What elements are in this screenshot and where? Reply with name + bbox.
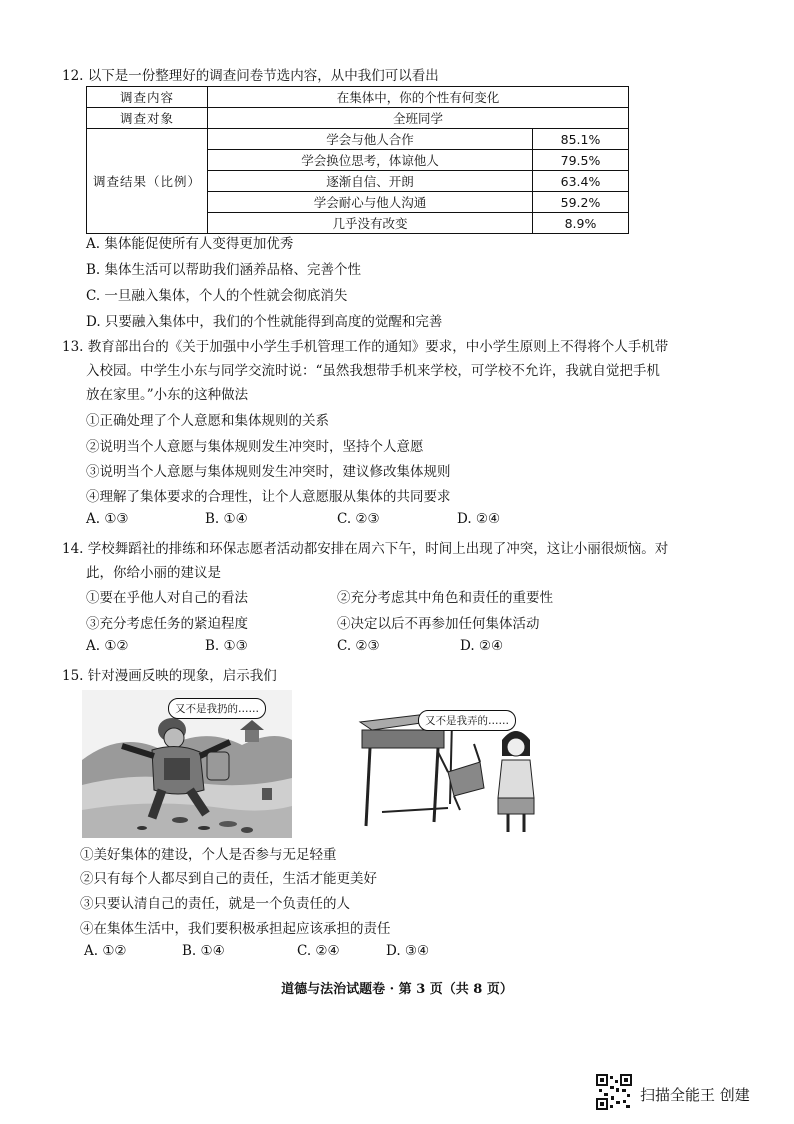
q14-option-b: B. ①③ (205, 638, 248, 654)
q14-statement: ①要在乎他人对自己的看法 (86, 590, 248, 606)
watermark-text: 扫描全能王 创建 (640, 1086, 750, 1104)
q12-option-b: B. 集体生活可以帮助我们涵养品格、完善个性 (86, 262, 362, 278)
result-pct: 85.1% (533, 129, 629, 150)
q13-option-a: A. ①③ (86, 511, 129, 527)
q15-option-a: A. ①② (84, 943, 127, 959)
q14-statement: ③充分考虑任务的紧迫程度 (86, 616, 248, 632)
q14-statement: ④决定以后不再参加任何集体活动 (337, 616, 540, 632)
q15-option-b: B. ①④ (182, 943, 225, 959)
table-value-subject: 全班同学 (208, 108, 629, 129)
cartoon-broken-chair (352, 692, 544, 838)
q14-statement: ②充分考虑其中角色和责任的重要性 (337, 590, 553, 606)
result-item: 学会耐心与他人沟通 (208, 192, 533, 213)
q12-option-c: C. 一旦融入集体，个人的个性就会彻底消失 (86, 288, 348, 304)
q12-option-d: D. 只要融入集体中，我们的个性就能得到高度的觉醒和完善 (86, 314, 443, 330)
result-pct: 79.5% (533, 150, 629, 171)
table-value-topic: 在集体中，你的个性有何变化 (208, 87, 629, 108)
q15-statement: ②只有每个人都尽到自己的责任，生活才能更美好 (80, 871, 377, 887)
q13-option-b: B. ①④ (205, 511, 248, 527)
q14-option-c: C. ②③ (337, 638, 380, 654)
table-label-results: 调查结果（比例） (87, 129, 208, 234)
q13-stem-line: 13. 教育部出台的《关于加强中小学生手机管理工作的通知》要求，中小学生原则上不得将个人手机带 (62, 339, 669, 355)
result-item: 几乎没有改变 (208, 213, 533, 234)
result-pct: 59.2% (533, 192, 629, 213)
q15-stem: 15. 针对漫画反映的现象，启示我们 (62, 668, 277, 684)
q15-statement: ④在集体生活中，我们要积极承担起应该承担的责任 (80, 921, 391, 937)
result-item: 学会换位思考，体谅他人 (208, 150, 533, 171)
q13-option-d: D. ②④ (457, 511, 501, 527)
q13-statement: ①正确处理了个人意愿和集体规则的关系 (86, 413, 329, 429)
q15-option-c: C. ②④ (297, 943, 340, 959)
cartoon-littering (82, 690, 292, 838)
result-pct: 8.9% (533, 213, 629, 234)
q15-option-d: D. ③④ (386, 943, 430, 959)
q13-statement: ②说明当个人意愿与集体规则发生冲突时，坚持个人意愿 (86, 439, 424, 455)
q14-stem-line: 14. 学校舞蹈社的排练和环保志愿者活动都安排在周六下午，时间上出现了冲突，这让小丽很烦恼。对 (62, 541, 669, 557)
q12-option-a: A. 集体能促使所有人变得更加优秀 (86, 236, 294, 252)
table-label-topic: 调查内容 (87, 87, 208, 108)
q13-statement: ④理解了集体要求的合理性，让个人意愿服从集体的共同要求 (86, 489, 451, 505)
q13-statement: ③说明当个人意愿与集体规则发生冲突时，建议修改集体规则 (86, 464, 451, 480)
q15-statement: ①美好集体的建设，个人是否参与无足轻重 (80, 847, 337, 863)
survey-table (86, 86, 629, 234)
cartoon-left-speech-bubble: 又不是我扔的…… (168, 698, 266, 719)
qr-code-icon (596, 1074, 632, 1110)
result-item: 学会与他人合作 (208, 129, 533, 150)
q13-stem-line: 入校园。中学生小东与同学交流时说：“虽然我想带手机来学校，可学校不允许，我就自觉把手机 (86, 363, 660, 379)
q14-stem-line: 此，你给小丽的建议是 (86, 565, 221, 581)
q13-option-c: C. ②③ (337, 511, 380, 527)
result-item: 逐渐自信、开朗 (208, 171, 533, 192)
q13-stem-line: 放在家里。”小东的这种做法 (86, 387, 249, 403)
cartoon-right-speech-bubble: 又不是我弄的…… (418, 710, 516, 731)
q14-option-d: D. ②④ (460, 638, 504, 654)
q14-option-a: A. ①② (86, 638, 129, 654)
q12-stem: 12. 以下是一份整理好的调查问卷节选内容，从中我们可以看出 (62, 68, 439, 84)
page-footer: 道德与法治试题卷 · 第 3 页（共 8 页） (281, 982, 513, 997)
q15-statement: ③只要认清自己的责任，就是一个负责任的人 (80, 896, 350, 912)
table-label-subject: 调查对象 (87, 108, 208, 129)
result-pct: 63.4% (533, 171, 629, 192)
